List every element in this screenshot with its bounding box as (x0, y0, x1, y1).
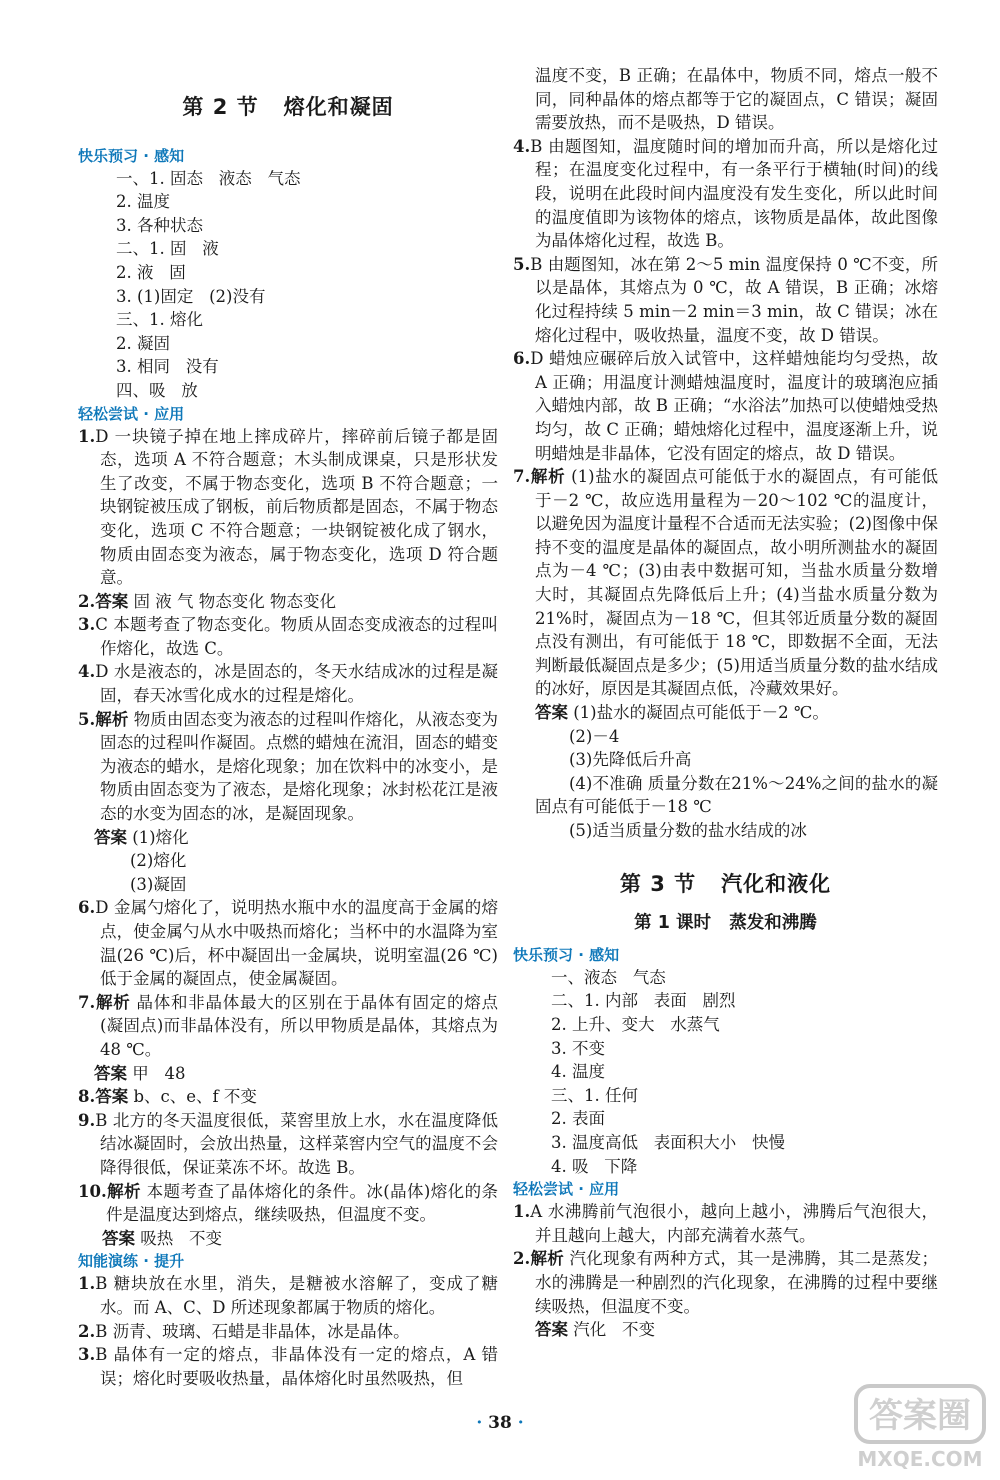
answer-item-7: 7.解析 晶体和非晶体最大的区别在于晶体有固定的熔点(凝固点)而非晶体没有，所以甲物质是晶体，其熔点为48 ℃。 (78, 992, 499, 1059)
dot-icon: · (476, 1413, 483, 1433)
practice-item-1: 1.B 糖块放在水里，消失，是糖被水溶解了，变成了糖水。而 A、C、D 所述现象都属于物质的熔化。 (78, 1274, 498, 1317)
preview-answers (78, 167, 498, 403)
answer-5-line1: 答案 (1)熔化 (94, 827, 189, 847)
preview-line: 2. 温度 (116, 192, 170, 212)
try-answer-2: 答案 汽化 不变 (535, 1320, 655, 1340)
answer-item-4: 4.D 水是液态的，冰是固态的，冬天水结成冰的过程是凝固，春天冰雪化成水的过程是熔化。 (78, 662, 498, 706)
practice-item-4: 4.B 由题图知，温度随时间的增加而升高，所以是熔化过程；在温度变化过程中，有一条平行于横轴(时间)的线段，说明在此段时间内温度没有发生变化，所以此时间的温度值即为该物体的熔点，该物质是晶体，故此图像为晶体熔化过程，故选 B。 (513, 136, 938, 251)
preview-line: 4. 温度 (551, 1062, 605, 1082)
try-item-2: 2.解析 汽化现象有两种方式，其一是沸腾，其二是蒸发；水的沸腾是一种剧烈的汽化现象，在沸腾的过程中要继续吸热，但温度不变。 (513, 1249, 939, 1316)
answer-7-line1: 答案 (1)盐水的凝固点可能低于－2 ℃。 (535, 703, 829, 723)
answer-7: 答案 甲 48 (94, 1063, 186, 1083)
practice-item-5: 5.B 由题图知，冰在第 2～5 min 温度保持 0 ℃不变，所以是晶体，其熔点为 0 ℃，故 A 错误，B 正确；冰熔化过程持续 5 min－2 min＝3 min，故 C 错误；冰在熔化过程中，吸收热量，温度不变，故 D 错误。 (513, 254, 938, 345)
preview-line: 四、吸 放 (116, 380, 198, 400)
lesson-title: 第 1 课时 蒸发和沸腾 (634, 913, 817, 934)
heading-try: 轻松尝试 · 应用 (78, 404, 185, 423)
answer-item-9: 9.B 北方的冬天温度很低，菜窖里放上水，水在温度降低结冰凝固时，会放出热量，这样菜窖内空气的温度不会降得很低，保证菜冻不坏。故选 B。 (78, 1110, 498, 1177)
heading-preview-2: 快乐预习 · 感知 (513, 945, 620, 964)
answer-item-3: 3.C 本题考查了物态变化。物质从固态变成液态的过程叫作熔化，故选 C。 (78, 615, 498, 658)
left-column (78, 0, 498, 1390)
preview-line: 2. 凝固 (116, 333, 170, 353)
page-number: · 38 · (476, 1413, 524, 1433)
heading-preview: 快乐预习 · 感知 (78, 146, 185, 165)
preview-line: 三、1. 熔化 (116, 310, 203, 330)
practice-item-3-continued: 温度不变，B 正确；在晶体中，物质不同，熔点一般不同，同种晶体的熔点都等于它的凝固点，C 错误；凝固需要放热，而不是吸热，D 错误。 (535, 66, 938, 133)
answer-10: 答案 吸热 不变 (102, 1228, 222, 1248)
answer-7-line4: (4)不准确 质量分数在21%～24%之间的盐水的凝固点有可能低于－18 ℃ (535, 773, 938, 817)
watermark-text-main: 答案圈 (869, 1396, 971, 1436)
preview-line: 3. 不变 (551, 1038, 605, 1058)
preview-line: 三、1. 任何 (551, 1085, 638, 1105)
practice-item-3: 3.B 晶体有一定的熔点，非晶体没有一定的熔点，A 错误；熔化时要吸收热量，晶体熔化时虽然吸热，但 (78, 1345, 498, 1388)
watermark-logo-icon (852, 1380, 992, 1476)
answer-item-5: 5.解析 物质由固态变为液态的过程叫作熔化，从液态变为固态的过程叫作凝固。点燃的蜡烛在流泪，固态的蜡变为液态的蜡水，是熔化现象；加在饮料中的冰变小，是物质由固态变为了液态，是熔化现象；冰封松花江是液态的水变为固态的冰，是凝固现象。 (78, 709, 499, 824)
dot-icon: · (517, 1413, 524, 1433)
answer-item-2: 2.答案 固 液 气 物态变化 物态变化 (78, 591, 336, 611)
answer-7-line2: (2)－4 (569, 726, 620, 746)
watermark-text-url: MXQE.COM (857, 1447, 983, 1471)
preview-line: 3. 相同 没有 (116, 357, 219, 377)
answer-item-8: 8.答案 b、c、e、f 不变 (78, 1087, 257, 1107)
practice-item-7: 7.解析 (1)盐水的凝固点可能低于水的凝固点，有可能低于－2 ℃，故应选用量程为－20～102 ℃的温度计，以避免因为温度计量程不合适而无法实验；(2)图像中保持不变的温度是晶体的凝固点，故小明所测盐水的凝固点为－4 ℃；(3)由表中数据可知，当盐水质量分数增大时，其凝固点先降低后上升；(4)当盐水质量分数为 21%时，凝固点为－18 ℃，但其邻近质量分数的凝固点没有测出，有可能低于 18 ℃，即数据不全面，无法判断最低凝固点是多少；(5)用适当质量分数的盐水结成的冰好，原因是其凝固点低，冷藏效果好。 (513, 467, 939, 699)
answer-item-6: 6.D 金属勺熔化了，说明热水瓶中水的温度高于金属的熔点，使金属勺从水中吸热而熔化；当杯中的水温降为室温(26 ℃)后，杯中凝固出一金属块，说明室温(26 ℃)低于金属的凝固点，使金属凝固。 (78, 898, 498, 989)
preview-line: 二、1. 内部 表面 剧烈 (551, 991, 736, 1011)
answer-item-10: 10.解析 本题考查了晶体熔化的条件。冰(晶体)熔化的条件是温度达到熔点，继续吸热，但温度不变。 (78, 1181, 498, 1225)
preview-line: 二、1. 固 液 (116, 239, 219, 259)
preview-line: 一、1. 固态 液态 气态 (116, 168, 301, 188)
preview-line: 3. 温度高低 表面积大小 快慢 (551, 1132, 785, 1152)
answer-5-line3: (3)凝固 (130, 874, 187, 894)
right-column (513, 0, 938, 1342)
answer-7-line5: (5)适当质量分数的盐水结成的冰 (569, 821, 807, 840)
heading-practice: 知能演练 · 提升 (78, 1252, 185, 1271)
try-item-1: 1.A 水沸腾前气泡很小，越向上越小，沸腾后气泡很大，并且越向上越大，内部充满着水蒸气。 (513, 1202, 938, 1245)
preview-line: 2. 上升、变大 水蒸气 (551, 1014, 720, 1034)
heading-try-2: 轻松尝试 · 应用 (513, 1180, 620, 1199)
preview-line: 3. 各种状态 (116, 215, 203, 235)
answer-5-line2: (2)熔化 (130, 851, 187, 871)
preview-line: 4. 吸 下降 (551, 1156, 638, 1176)
section-title-2: 第 2 节 熔化和凝固 (182, 95, 394, 119)
answer-7-line3: (3)先降低后升高 (569, 750, 692, 770)
preview-line: 2. 液 固 (116, 262, 186, 282)
practice-item-6: 6.D 蜡烛应碾碎后放入试管中，这样蜡烛能均匀受热，故 A 正确；用温度计测蜡烛温度时，温度计的玻璃泡应插入蜡烛内部，故 B 正确；“水浴法”加热可以使蜡烛受热均匀，故 C 正确；蜡烛熔化过程中，温度逐渐上升，说明蜡烛是非晶体，它没有固定的熔点，故 D 错误。 (513, 349, 938, 463)
preview-line: 一、液态 气态 (551, 967, 666, 987)
preview-line: 3. (1)固定 (2)没有 (116, 286, 266, 306)
section-title-3: 第 3 节 汽化和液化 (619, 871, 832, 896)
preview-line: 2. 表面 (551, 1109, 605, 1129)
practice-item-2: 2.B 沥青、玻璃、石蜡是非晶体，冰是晶体。 (78, 1321, 410, 1341)
watermark-logo (852, 1380, 992, 1476)
answer-item-1: 1.D 一块镜子掉在地上摔成碎片，摔碎前后镜子都是固态，选项 A 不符合题意；木头制成课桌，只是形状发生了改变，不属于物态变化，选项 B 不符合题意；一块钢锭被压成了钢板，前后物质都是固态，不属于物态变化，选项 C 不符合题意；一块钢锭被化成了钢水，物质由固态变为液态，属于物态变化，选项 D 符合题意。 (78, 426, 498, 588)
preview-answers-2 (513, 966, 938, 1178)
